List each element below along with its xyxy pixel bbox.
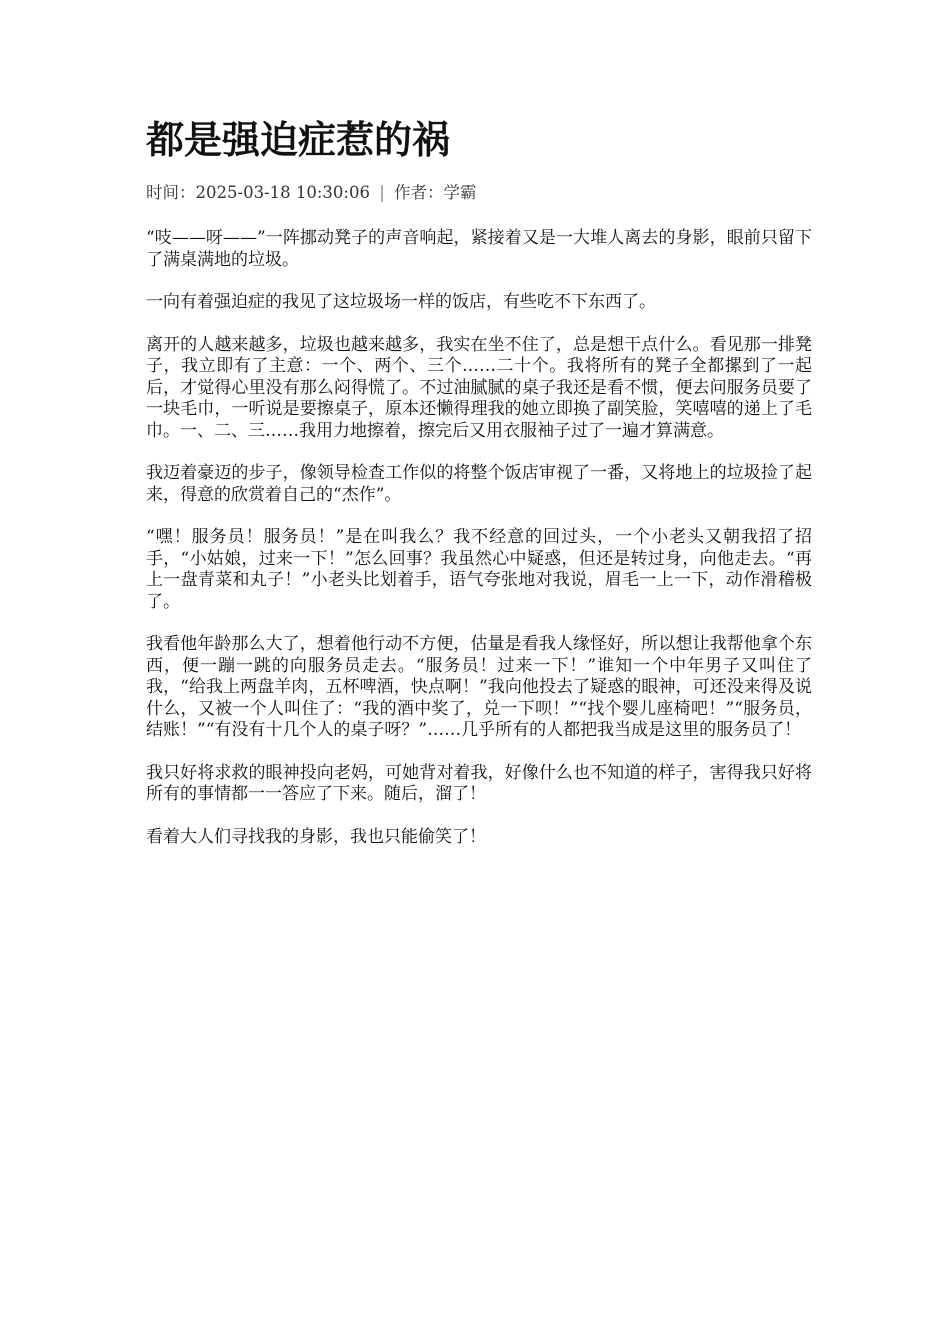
time-value: 2025-03-18 10:30:06 (195, 183, 370, 202)
paragraph: 看着大人们寻找我的身影，我也只能偷笑了！ (146, 826, 486, 847)
author-label: 作者： (394, 183, 444, 202)
article-meta (146, 180, 812, 206)
time-label: 时间： (146, 183, 196, 202)
paragraph: “吱——呀——”一阵挪动凳子的声音响起，紧接着又是一大堆人离去的身影，眼前只留下了满桌满地的垃圾。 (146, 228, 812, 270)
paragraph: 我只好将求救的眼神投向老妈，可她背对着我，好像什么也不知道的样子，害得我只好将所有的事情都一一答应了下来。随后，溜了！ (146, 762, 812, 804)
paragraph: “嘿！服务员！服务员！”是在叫我么？我不经意的回过头，一个小老头又朝我招了招手，“小姑娘，过来一下！”怎么回事？我虽然心中疑惑，但还是转过身，向他走去。“再上一盘青菜和丸子！”小老头比划着手，语气夸张地对我说，眉毛一上一下，动作滑稽极了。 (146, 527, 812, 612)
meta-separator: | (379, 183, 385, 202)
paragraph: 离开的人越来越多，垃圾也越来越多，我实在坐不住了，总是想干点什么。看见那一排凳子，我立即有了主意：一个、两个、三个……二十个。我将所有的凳子全都摞到了一起后，才觉得心里没有那么闷得慌了。不过油腻腻的桌子我还是看不惯，便去问服务员要了一块毛巾，一听说是要擦桌子，原本还懒得理我的她立即换了副笑脸，笑嘻嘻的递上了毛巾。一、二、三……我用力地擦着，擦完后又用衣服袖子过了一遍才算满意。 (146, 334, 812, 441)
paragraph: 一向有着强迫症的我见了这垃圾场一样的饭店，有些吃不下东西了。 (146, 292, 656, 312)
paragraph: 我看他年龄那么大了，想着他行动不方便，估量是看我人缘怪好，所以想让我帮他拿个东西，便一蹦一跳的向服务员走去。“服务员！过来一下！”谁知一个中年男子又叫住了我，“给我上两盘羊肉，五杯啤酒，快点啊！”我向他投去了疑惑的眼神，可还没来得及说什么，又被一个人叫住了：“我的酒中奖了，兑一下呗！”“找个婴儿座椅吧！”“服务员，结账！”“有没有十几个人的桌子呀？”……几乎所有的人都把我当成是这里的服务员了！ (146, 634, 812, 740)
paragraph: 我迈着豪迈的步子，像领导检查工作似的将整个饭店审视了一番，又将地上的垃圾捡了起来，得意的欣赏着自己的“杰作”。 (146, 463, 812, 505)
article-body (146, 228, 812, 848)
article-title: 都是强迫症惹的祸 (146, 118, 451, 162)
author-value: 学霸 (443, 183, 477, 202)
article (146, 112, 812, 869)
